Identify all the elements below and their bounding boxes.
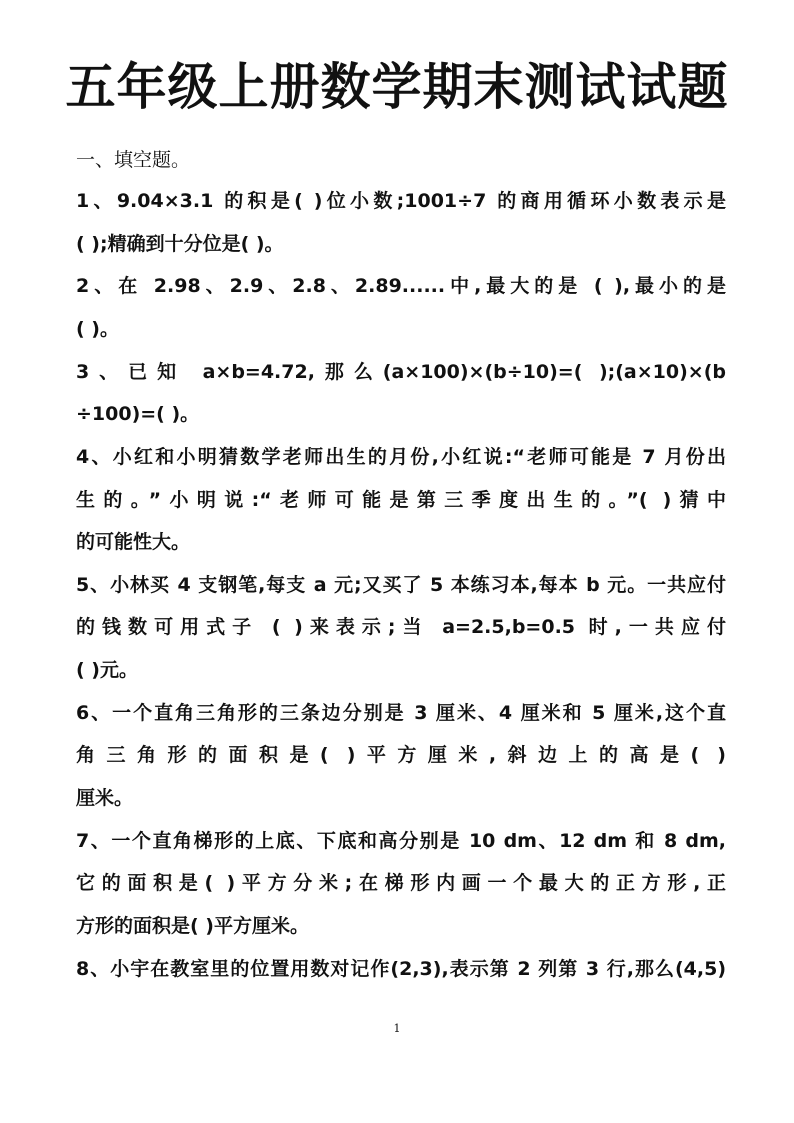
question-2-line-2: ( )。 bbox=[76, 318, 119, 340]
question-6-line-3: 厘米。 bbox=[76, 787, 134, 809]
question-7-line-2: 它的面积是( )平方分米;在梯形内画一个最大的正方形,正 bbox=[76, 872, 726, 894]
question-4-line-1: 4、小红和小明猜数学老师出生的月份,小红说:“老师可能是 7 月份出 bbox=[76, 446, 726, 468]
page-title: 五年级上册数学期末测试试题 bbox=[65, 57, 729, 116]
question-3-line-2: ÷100)=( )。 bbox=[76, 403, 200, 425]
question-7-line-3: 方形的面积是( )平方厘米。 bbox=[76, 915, 309, 937]
question-3-line-1: 3、已知 a×b=4.72,那么(a×100)×(b÷10)=( );(a×10)×(b bbox=[76, 361, 726, 383]
question-5-line-2: 的钱数可用式子 ( )来表示;当 a=2.5,b=0.5 时,一共应付 bbox=[76, 616, 726, 638]
question-1-line-2: ( );精确到十分位是( )。 bbox=[76, 233, 284, 255]
question-1-line-1: 1、9.04×3.1 的积是( )位小数;1001÷7 的商用循环小数表示是 bbox=[76, 190, 726, 212]
question-5-line-3: ( )元。 bbox=[76, 659, 138, 681]
section-heading-fill-in: 一、填空题。 bbox=[76, 149, 191, 171]
question-8-line-1: 8、小宇在教室里的位置用数对记作(2,3),表示第 2 列第 3 行,那么(4,5) bbox=[76, 958, 726, 980]
question-7-line-1: 7、一个直角梯形的上底、下底和高分别是 10 dm、12 dm 和 8 dm, bbox=[76, 830, 726, 852]
question-6-line-2: 角三角形的面积是( )平方厘米,斜边上的高是( ) bbox=[76, 744, 726, 766]
question-2-line-1: 2、在 2.98、2.9、2.8、2.89......中,最大的是 ( ),最小的是 bbox=[76, 275, 726, 297]
question-6-line-1: 6、一个直角三角形的三条边分别是 3 厘米、4 厘米和 5 厘米,这个直 bbox=[76, 702, 726, 724]
question-5-line-1: 5、小林买 4 支钢笔,每支 a 元;又买了 5 本练习本,每本 b 元。一共应付 bbox=[76, 574, 726, 596]
question-4-line-2: 生的。”小明说:“老师可能是第三季度出生的。”( )猜中 bbox=[76, 489, 726, 511]
question-4-line-3: 的可能性大。 bbox=[76, 531, 191, 553]
page-number: 1 bbox=[393, 1022, 401, 1035]
